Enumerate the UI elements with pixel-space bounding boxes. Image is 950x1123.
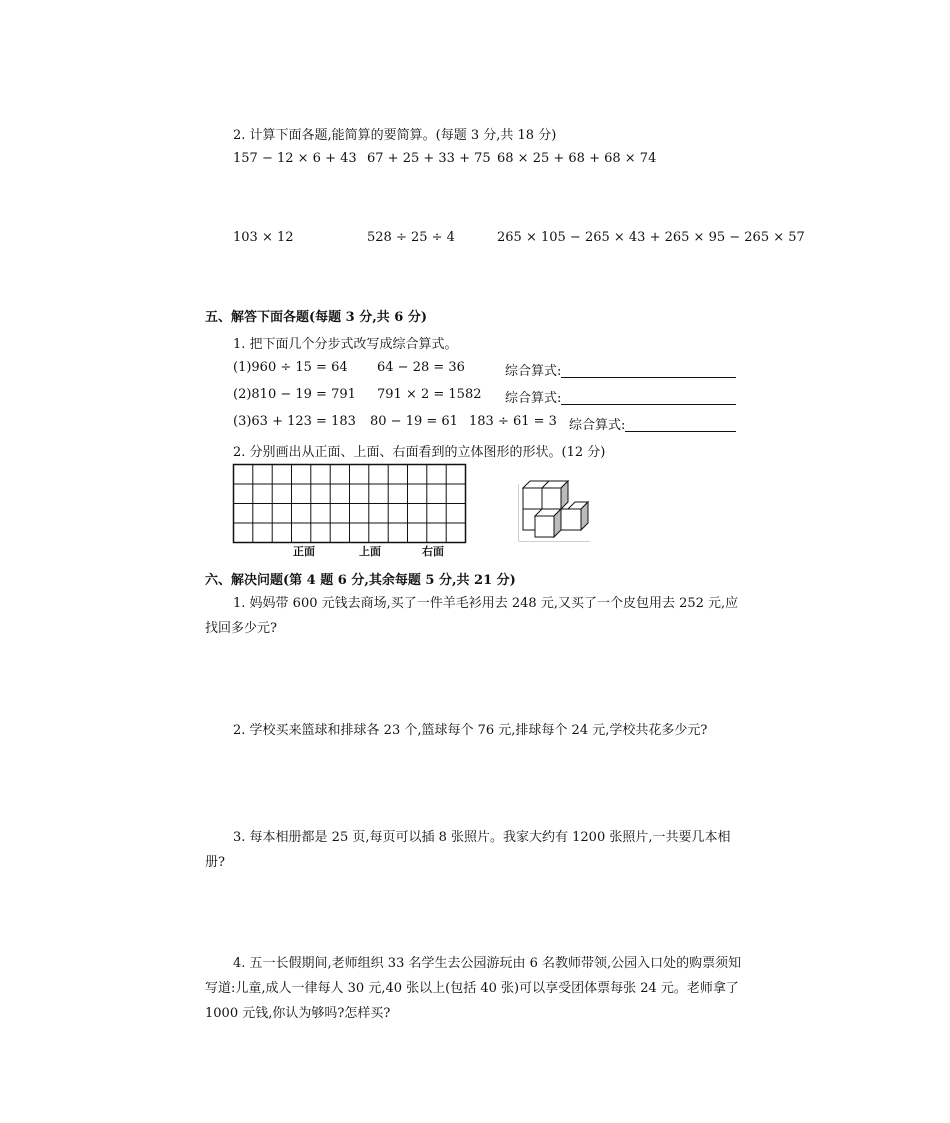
- step-equation: 791 × 2 = 1582: [377, 387, 482, 402]
- calc-expression: 67 + 25 + 33 + 75: [367, 151, 491, 166]
- step-equation: 64 − 28 = 36: [377, 360, 465, 375]
- grid-label-front: 正面: [293, 545, 315, 558]
- problem-1-text: 1. 妈妈带 600 元钱去商场,买了一件羊毛衫用去 248 元,又买了一个皮包用去 252 元,应找回多少元?: [205, 596, 739, 636]
- combined-formula-line: [505, 360, 736, 379]
- problem-1: [205, 591, 745, 641]
- cube-figure: [518, 478, 594, 544]
- calc-expression: 157 − 12 × 6 + 43: [233, 151, 357, 166]
- section5-heading: 五、解答下面各题(每题 3 分,共 6 分): [205, 310, 428, 325]
- combined-formula-line: [569, 414, 736, 433]
- calc-expression: 528 ÷ 25 ÷ 4: [367, 230, 455, 245]
- answer-blank[interactable]: [625, 417, 736, 432]
- problem-2-text: 2. 学校买来篮球和排球各 23 个,篮球每个 76 元,排球每个 24 元,学校共花多少元?: [233, 723, 708, 738]
- combined-formula-label: 综合算式:: [505, 364, 562, 379]
- combined-formula-label: 综合算式:: [569, 418, 626, 433]
- problem-3: [205, 825, 745, 875]
- step-equation: 80 − 19 = 61: [370, 414, 458, 429]
- calc-heading: 2. 计算下面各题,能简算的要简算。(每题 3 分,共 18 分): [233, 128, 557, 143]
- problem-4-text: 4. 五一长假期间,老师组织 33 名学生去公园游玩由 6 名教师带领,公园入口处的购票须知写道:儿童,成人一律每人 30 元,40 张以上(包括 40 张)可以享受团体票每张 24 元。老师拿了 1000 元钱,你认为够吗?怎样买?: [205, 956, 742, 1021]
- calc-expression: 265 × 105 − 265 × 43 + 265 × 95 − 265 × 57: [497, 230, 805, 245]
- section6-heading: 六、解决问题(第 4 题 6 分,其余每题 5 分,共 21 分): [205, 573, 516, 588]
- drawing-grid[interactable]: [232, 463, 468, 559]
- problem-2: [205, 718, 745, 743]
- answer-blank[interactable]: [561, 390, 736, 405]
- step-equation: 183 ÷ 61 = 3: [469, 414, 557, 429]
- combined-formula-line: [505, 387, 736, 406]
- step-equation: (1)960 ÷ 15 = 64: [233, 360, 348, 375]
- grid-label-right: 右面: [422, 545, 444, 558]
- calc-expression: 68 × 25 + 68 + 68 × 74: [497, 151, 657, 166]
- step-equation: (3)63 + 123 = 183: [233, 414, 356, 429]
- problem-3-text: 3. 每本相册都是 25 页,每页可以插 8 张照片。我家大约有 1200 张照片,一共要几本相册?: [205, 830, 731, 870]
- grid-label-top: 上面: [359, 545, 381, 558]
- problem-4: [205, 951, 745, 1026]
- calc-expression: 103 × 12: [233, 230, 294, 245]
- section5-q2-title: 2. 分别画出从正面、上面、右面看到的立体图形的形状。(12 分): [233, 445, 606, 460]
- step-equation: (2)810 − 19 = 791: [233, 387, 356, 402]
- combined-formula-label: 综合算式:: [505, 391, 562, 406]
- section5-q1-title: 1. 把下面几个分步式改写成综合算式。: [233, 337, 458, 352]
- answer-blank[interactable]: [561, 363, 736, 378]
